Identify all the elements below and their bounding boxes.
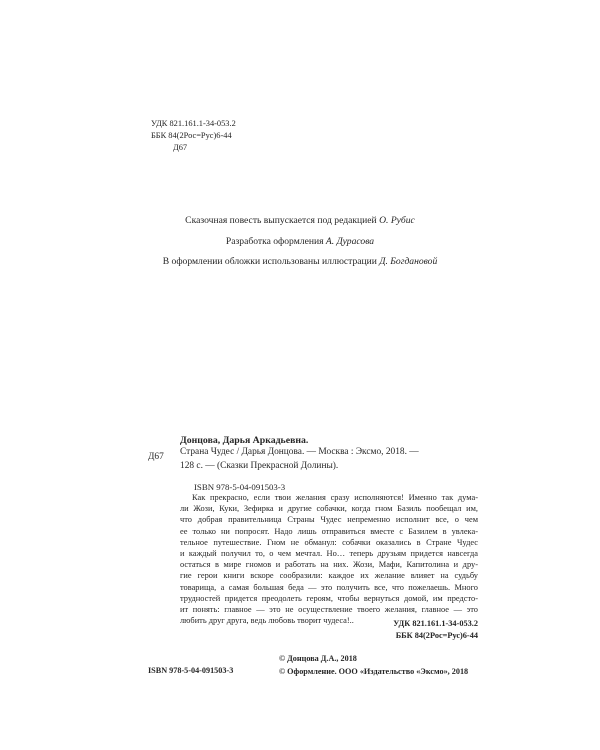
annotation-line: ее только ни попросят. Надо лишь отправиться вместе с Базилем в увлека- bbox=[180, 526, 478, 536]
classification-udk: УДК 821.161.1-34-053.2 bbox=[393, 619, 478, 628]
record-title-lines bbox=[180, 446, 480, 473]
record-title-line-1: Страна Чудес / Дарья Донцова. — Москва : Эксмо, 2018. — bbox=[180, 447, 419, 457]
credit-text: В оформлении обложки использованы иллюстрации bbox=[162, 256, 380, 267]
copyright-design: © Оформление. ООО «Издательство «Эксмо», 2018 bbox=[279, 667, 469, 676]
annotation-line: и каждый получил то, о чем мечтал. Но… теперь друзьям придется навсегда bbox=[180, 549, 478, 559]
annotation-line: любить друг друга, ведь любовь творит чудеса!.. bbox=[180, 616, 354, 626]
credit-cover-illustrations bbox=[0, 252, 600, 273]
credits-block bbox=[0, 211, 600, 273]
copyright-block bbox=[279, 652, 468, 678]
annotation-line: Как прекрасно, если твои желания сразу исполняются! Именно так дума- bbox=[192, 493, 478, 502]
credit-design bbox=[0, 232, 600, 253]
credit-editor bbox=[0, 211, 600, 232]
credit-name: А. Дурасова bbox=[325, 235, 375, 247]
record-code: Д67 bbox=[148, 452, 164, 462]
copyright-author: © Донцова Д.А., 2018 bbox=[279, 654, 357, 663]
annotation-line: остаться в мире гномов и работать на них. Жози, Мафи, Капитолина и дру- bbox=[180, 560, 478, 570]
record-title-line-2: 128 с. — (Сказки Прекрасной Долины). bbox=[180, 460, 339, 471]
record-author: Донцова, Дарья Аркадьевна. bbox=[180, 435, 309, 446]
credit-text: Сказочная повесть выпускается под редакцией bbox=[185, 215, 380, 226]
udk-bbk-block bbox=[151, 118, 236, 154]
annotation-line: ит понять: главное — это не осуществление твоего желания, главное — это bbox=[180, 605, 478, 615]
credit-name: О. Рубис bbox=[379, 215, 415, 226]
classification-block bbox=[320, 618, 478, 642]
credit-name: Д. Богдановой bbox=[379, 256, 438, 267]
record-isbn: ISBN 978-5-04-091503-3 bbox=[194, 482, 286, 492]
bbk-code: ББК 84(2Рос=Рус)6-44 bbox=[151, 131, 232, 140]
annotation-line: ли Жози, Куки, Зефирка и другие собачки, когда гном Базиль пообещал им, bbox=[180, 504, 478, 514]
annotation-line: трудностей придется преодолеть героям, чтобы вернуться домой, им предсто- bbox=[180, 593, 478, 603]
footer-isbn: ISBN 978-5-04-091503-3 bbox=[148, 666, 234, 675]
udk-code: УДК 821.161.1-34-053.2 bbox=[151, 119, 236, 128]
annotation-line: товарища, а самая большая беда — это получить все, что пожелаешь. Много bbox=[180, 582, 478, 592]
annotation-line: что добрая правительница Страны Чудес непременно исполнит все, о чем bbox=[180, 515, 478, 525]
annotation-line: гие герои книги вскоре сообразили: каждое их желание влияет на судьбу bbox=[180, 571, 478, 581]
author-sign-code: Д67 bbox=[173, 143, 188, 152]
classification-bbk: ББК 84(2Рос=Рус)6-44 bbox=[395, 631, 478, 640]
annotation bbox=[180, 492, 478, 626]
credit-text: Разработка оформления bbox=[225, 235, 326, 247]
annotation-line: тельное путешествие. Гном не обманул: собачки оказались в Стране Чудес bbox=[180, 537, 478, 547]
